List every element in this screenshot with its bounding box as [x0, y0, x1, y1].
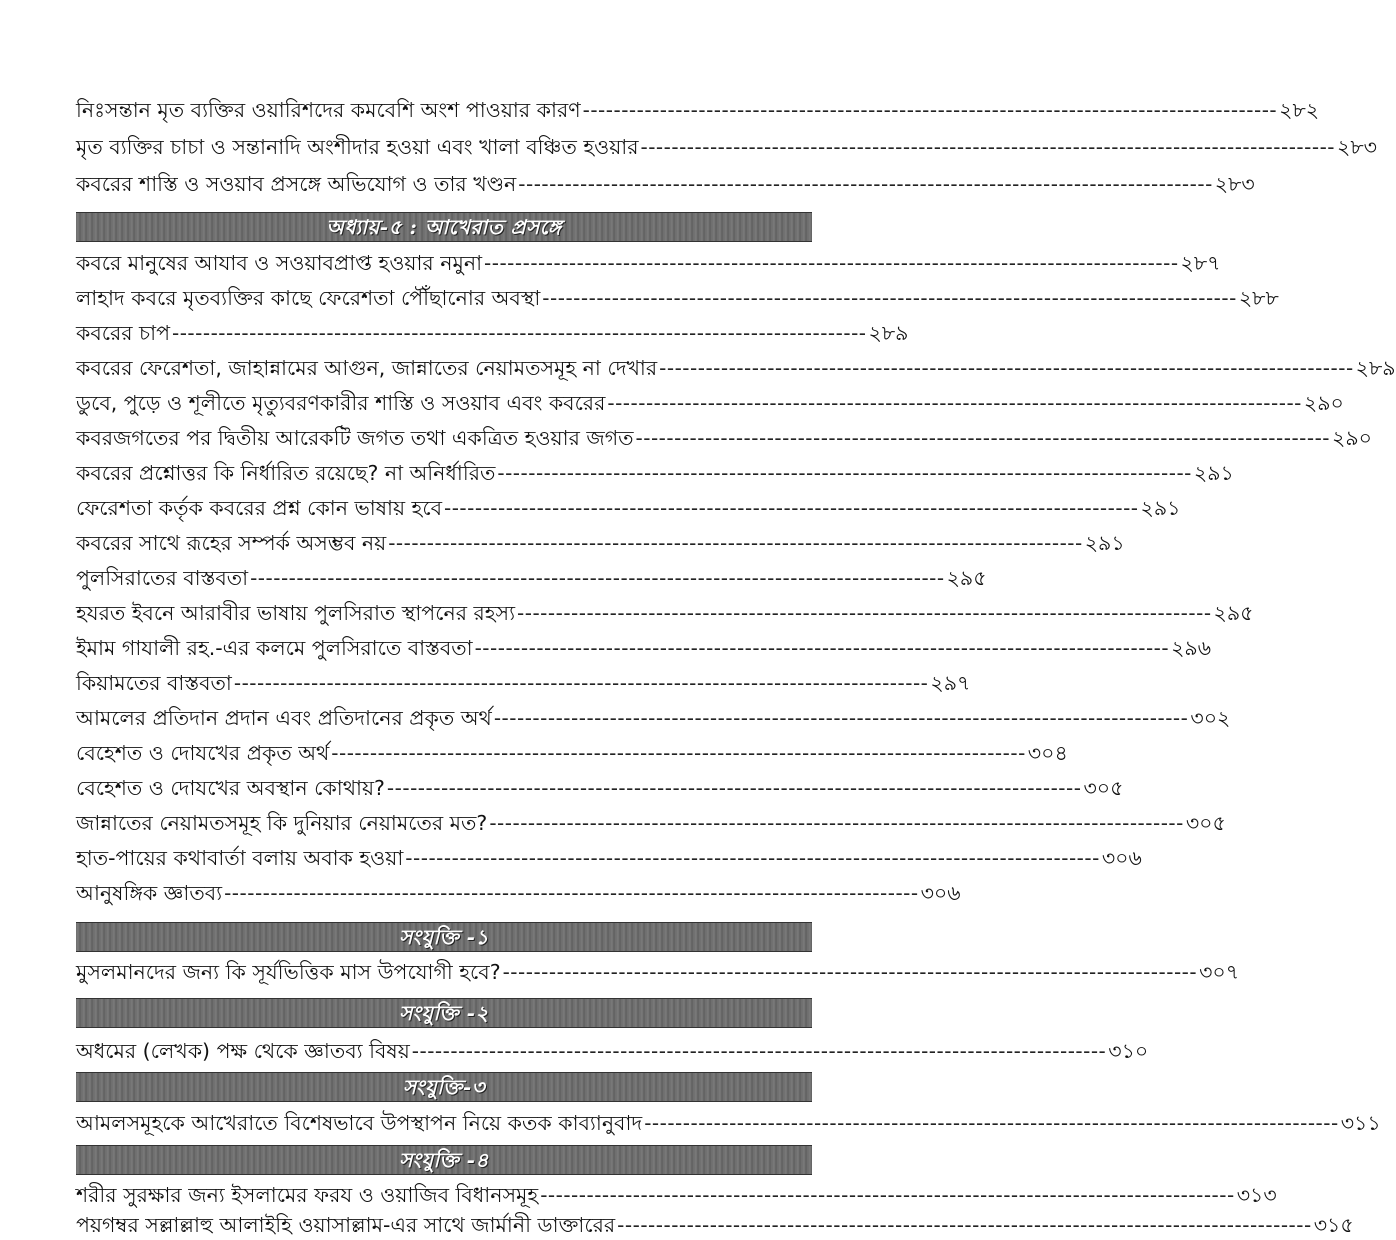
- toc-entry-title: অধমের (লেখক) পক্ষ থেকে জ্ঞাতব্য বিষয়: [76, 1039, 410, 1063]
- toc-entry: [76, 169, 1255, 199]
- toc-entry: [76, 353, 1396, 383]
- toc-entry-page: ২৯১: [1140, 496, 1181, 520]
- toc-entry-page: ৩০৫: [1083, 776, 1124, 800]
- toc-entry-title: আমলের প্রতিদান প্রদান এবং প্রতিদানের প্রকৃত অর্থ: [76, 706, 492, 730]
- toc-entry: [76, 598, 1254, 628]
- toc-entry: [76, 633, 1212, 663]
- leader-dashes: ------------------------------------------------------------------------------------------: [489, 811, 1184, 835]
- appendix-heading: সংযুক্তি -২: [76, 998, 812, 1028]
- toc-entry-page: ২৮২: [1279, 98, 1320, 122]
- toc-entry: [76, 1210, 1354, 1240]
- toc-entry-page: ২৮৩: [1337, 135, 1377, 159]
- toc-entry-title: আমলসমূহকে আখেরাতে বিশেষভাবে উপস্থাপন নিয়ে কতক কাব্যানুবাদ: [76, 1111, 643, 1135]
- toc-entry: [76, 318, 909, 348]
- toc-entry: [76, 132, 1377, 162]
- toc-entry-page: ২৯১: [1084, 531, 1125, 555]
- toc-entry-title: কবরের ফেরেশতা, জাহান্নামের আগুন, জান্নাতের নেয়ামতসমূহ না দেখার: [76, 356, 658, 380]
- toc-entry-page: ৩০৫: [1185, 811, 1226, 835]
- toc-entry-page: ৩১০: [1108, 1039, 1149, 1063]
- toc-entry-title: কবরের চাপ: [76, 321, 170, 345]
- leader-dashes: ------------------------------------------------------------------------------------------: [224, 881, 919, 905]
- leader-dashes: ------------------------------------------------------------------------------------------: [582, 98, 1278, 122]
- toc-entry: [76, 1180, 1277, 1210]
- appendix-heading: সংযুক্তি -১: [76, 922, 812, 952]
- toc-entry-page: ২৯৫: [946, 566, 987, 590]
- toc-entry-title: ফেরেশতা কর্তৃক কবরের প্রশ্ন কোন ভাষায় হবে: [76, 496, 442, 520]
- toc-entry: [76, 773, 1124, 803]
- toc-entry-page: ২৯৭: [930, 671, 971, 695]
- toc-entry: [76, 423, 1372, 453]
- toc-entry-title: ডুবে, পুড়ে ও শূলীতে মৃত্যুবরণকারীর শাস্তি ও সওয়াব এবং কবরের: [76, 391, 606, 415]
- leader-dashes: ------------------------------------------------------------------------------------------: [474, 636, 1170, 660]
- toc-entry-title: কিয়ামতের বাস্তবতা: [76, 671, 232, 695]
- toc-entry-title: পয়গম্বর সল্লাল্লাহু আলাইহি ওয়াসাল্লাম-এর সাথে জার্মানী ডাক্তারের: [76, 1213, 616, 1237]
- toc-entry-page: ২৮৮: [1238, 286, 1279, 310]
- toc-entry-title: হযরত ইবনে আরাবীর ভাষায় পুলসিরাত স্থাপনের রহস্য: [76, 601, 516, 625]
- toc-entry: [76, 388, 1344, 418]
- leader-dashes: ------------------------------------------------------------------------------------------: [411, 1039, 1107, 1063]
- toc-entry-page: ২৮৩: [1214, 172, 1255, 196]
- leader-dashes: ------------------------------------------------------------------------------------------: [517, 601, 1212, 625]
- leader-dashes: ------------------------------------------------------------------------------------------: [386, 776, 1082, 800]
- leader-dashes: ------------------------------------------------------------------------------------------: [493, 706, 1189, 730]
- toc-entry: [76, 528, 1125, 558]
- toc-entry: [76, 563, 987, 593]
- toc-entry: [76, 1036, 1149, 1066]
- toc-entry-title: লাহাদ কবরে মৃতব্যক্তির কাছে ফেরেশতা পৌঁছানোর অবস্থা: [76, 286, 541, 310]
- leader-dashes: ------------------------------------------------------------------------------------------: [233, 671, 929, 695]
- toc-entry-title: মৃত ব্যক্তির চাচা ও সন্তানাদি অংশীদার হওয়া এবং খালা বঞ্চিত হওয়ার: [76, 135, 639, 159]
- toc-entry-page: ৩১১: [1340, 1111, 1381, 1135]
- toc-entry: [76, 808, 1226, 838]
- toc-entry-page: ২৯১: [1193, 461, 1234, 485]
- leader-dashes: ------------------------------------------------------------------------------------------: [502, 960, 1198, 984]
- leader-dashes: ------------------------------------------------------------------------------------------: [644, 1111, 1339, 1135]
- leader-dashes: ------------------------------------------------------------------------------------------: [250, 566, 945, 590]
- toc-entry-title: পুলসিরাতের বাস্তবতা: [76, 566, 249, 590]
- leader-dashes: ------------------------------------------------------------------------------------------: [443, 496, 1139, 520]
- toc-entry: [76, 703, 1231, 733]
- appendix-heading: সংযুক্তি -৪: [76, 1145, 812, 1175]
- toc-entry: [76, 493, 1181, 523]
- toc-entry-page: ৩১৫: [1313, 1213, 1354, 1237]
- toc-entry-title: শরীর সুরক্ষার জন্য ইসলামের ফরয ও ওয়াজিব বিধানসমূহ: [76, 1183, 539, 1207]
- leader-dashes: ------------------------------------------------------------------------------------------: [635, 426, 1331, 450]
- toc-entry-title: ইমাম গাযালী রহ.-এর কলমে পুলসিরাতে বাস্তবতা: [76, 636, 473, 660]
- toc-entry-page: ৩০৭: [1199, 960, 1240, 984]
- leader-dashes: ------------------------------------------------------------------------------------------: [497, 461, 1192, 485]
- toc-entry-page: ২৯০: [1303, 391, 1344, 415]
- toc-entry: [76, 248, 1221, 278]
- leader-dashes: ------------------------------------------------------------------------------------------: [484, 251, 1179, 275]
- leader-dashes: ------------------------------------------------------------------------------------------: [405, 846, 1100, 870]
- toc-entry-title: কবরজগতের পর দ্বিতীয় আরেকটি জগত তথা একত্রিত হওয়ার জগত: [76, 426, 634, 450]
- toc-entry-title: কবরে মানুষের আযাব ও সওয়াবপ্রাপ্ত হওয়ার নমুনা: [76, 251, 483, 275]
- toc-entry: [76, 878, 961, 908]
- toc-entry-title: হাত-পায়ের কথাবার্তা বলায় অবাক হওয়া: [76, 846, 404, 870]
- appendix-heading: সংযুক্তি-৩: [76, 1072, 812, 1102]
- toc-entry-title: বেহেশত ও দোযখের প্রকৃত অর্থ: [76, 741, 330, 765]
- leader-dashes: ------------------------------------------------------------------------------------------: [540, 1183, 1235, 1207]
- toc-entry: [76, 458, 1234, 488]
- toc-entry-title: কবরের সাথে রূহের সম্পর্ক অসম্ভব নয়: [76, 531, 387, 555]
- leader-dashes: ------------------------------------------------------------------------------------------: [607, 391, 1302, 415]
- toc-entry-title: কবরের শাস্তি ও সওয়াব প্রসঙ্গে অভিযোগ ও তার খণ্ডন: [76, 172, 517, 196]
- toc-entry-title: বেহেশত ও দোযখের অবস্থান কোথায়?: [76, 776, 385, 800]
- leader-dashes: ------------------------------------------------------------------------------------------: [617, 1213, 1312, 1237]
- toc-entry-page: ২৯০: [1332, 426, 1372, 450]
- toc-entry-page: ৩০৬: [1101, 846, 1142, 870]
- leader-dashes: ------------------------------------------------------------------------------------------: [331, 741, 1026, 765]
- leader-dashes: ------------------------------------------------------------------------------------------: [542, 286, 1237, 310]
- toc-entry: [76, 957, 1240, 987]
- chapter-heading: অধ্যায়-৫ : আখেরাত প্রসঙ্গে: [76, 212, 812, 242]
- toc-entry: [76, 843, 1142, 873]
- toc-entry-page: ২৮৯: [1355, 356, 1396, 380]
- toc-entry: [76, 283, 1279, 313]
- toc-entry-page: ২৮৯: [868, 321, 909, 345]
- leader-dashes: ------------------------------------------------------------------------------------------: [640, 135, 1336, 159]
- leader-dashes: ------------------------------------------------------------------------------------------: [171, 321, 867, 345]
- toc-entry-page: ৩০৬: [920, 881, 961, 905]
- toc-entry-page: ২৮৭: [1180, 251, 1221, 275]
- toc-entry-title: আনুষঙ্গিক জ্ঞাতব্য: [76, 881, 223, 905]
- toc-entry: [76, 668, 971, 698]
- toc-entry-title: মুসলমানদের জন্য কি সূর্যভিত্তিক মাস উপযোগী হবে?: [76, 960, 501, 984]
- toc-entry-page: ৩০২: [1190, 706, 1231, 730]
- toc-entry: [76, 738, 1068, 768]
- toc-entry-page: ২৯৫: [1213, 601, 1254, 625]
- toc-entry-page: ২৯৬: [1171, 636, 1212, 660]
- toc-entry: [76, 1108, 1381, 1138]
- toc-entry-page: ৩১৩: [1236, 1183, 1277, 1207]
- leader-dashes: ------------------------------------------------------------------------------------------: [659, 356, 1354, 380]
- leader-dashes: ------------------------------------------------------------------------------------------: [388, 531, 1083, 555]
- toc-entry-title: কবরের প্রশ্নোত্তর কি নির্ধারিত রয়েছে? না অনির্ধারিত: [76, 461, 496, 485]
- leader-dashes: ------------------------------------------------------------------------------------------: [518, 172, 1213, 196]
- toc-entry-title: জান্নাতের নেয়ামতসমূহ কি দুনিয়ার নেয়ামতের মত?: [76, 811, 488, 835]
- toc-entry: [76, 95, 1320, 125]
- toc-entry-page: ৩০৪: [1027, 741, 1068, 765]
- toc-entry-title: নিঃসন্তান মৃত ব্যক্তির ওয়ারিশদের কমবেশি অংশ পাওয়ার কারণ: [76, 98, 581, 122]
